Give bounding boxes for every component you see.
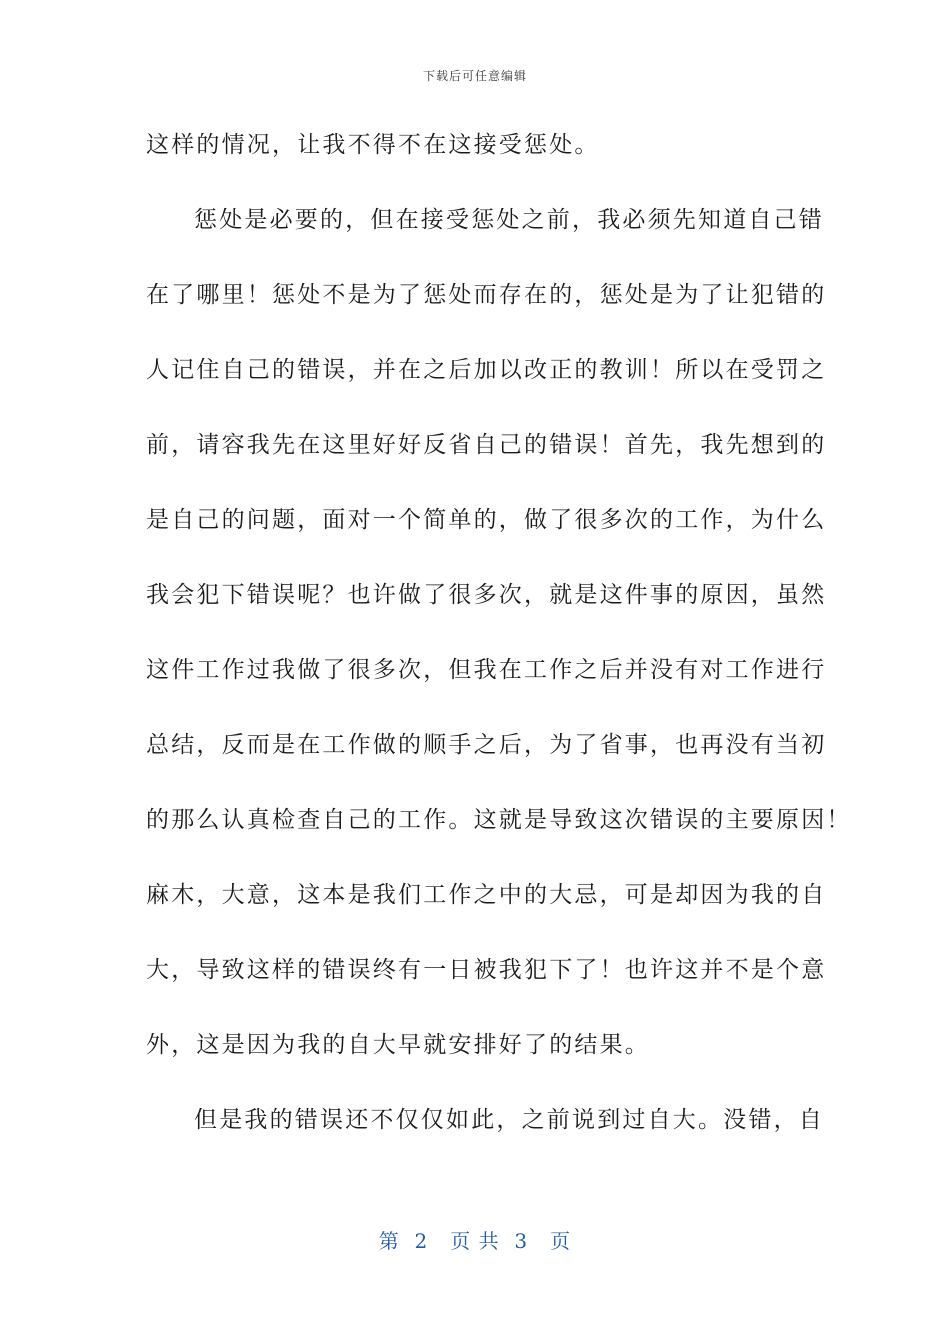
body-line: 这样的情况，让我不得不在这接受惩处。 — [146, 132, 600, 158]
body-line: 我会犯下错误呢？也许做了很多次，就是这件事的原因，虽然 — [146, 582, 827, 608]
body-line: 前，请容我先在这里好好反省自己的错误！首先，我先想到的 — [146, 432, 827, 458]
body-line: 是自己的问题，面对一个简单的，做了很多次的工作，为什么 — [146, 507, 827, 533]
body-line: 但是我的错误还不仅仅如此，之前说到过自大。没错，自 — [194, 1107, 824, 1133]
body-line: 惩处是必要的，但在接受惩处之前，我必须先知道自己错 — [194, 207, 824, 233]
document-body — [146, 124, 852, 1174]
body-line: 麻木，大意，这本是我们工作之中的大忌，可是却因为我的自 — [146, 882, 827, 908]
body-line: 外，这是因为我的自大早就安排好了的结果。 — [146, 1032, 650, 1058]
body-line: 这件工作过我做了很多次，但我在工作之后并没有对工作进行 — [146, 657, 827, 683]
body-line: 大，导致这样的错误终有一日被我犯下了！也许这并不是个意 — [146, 957, 827, 983]
body-line: 的那么认真检查自己的工作。这就是导致这次错误的主要原因！ — [146, 807, 852, 833]
body-line: 在了哪里！惩处不是为了惩处而存在的，惩处是为了让犯错的 — [146, 282, 827, 308]
body-line: 人记住自己的错误，并在之后加以改正的教训！所以在受罚之 — [146, 357, 827, 383]
page-number: 第 2 页 共 3 页 — [378, 1229, 572, 1253]
body-line: 总结，反而是在工作做的顺手之后，为了省事，也再没有当初 — [146, 732, 827, 758]
header-note: 下载后可任意编辑 — [422, 69, 527, 83]
